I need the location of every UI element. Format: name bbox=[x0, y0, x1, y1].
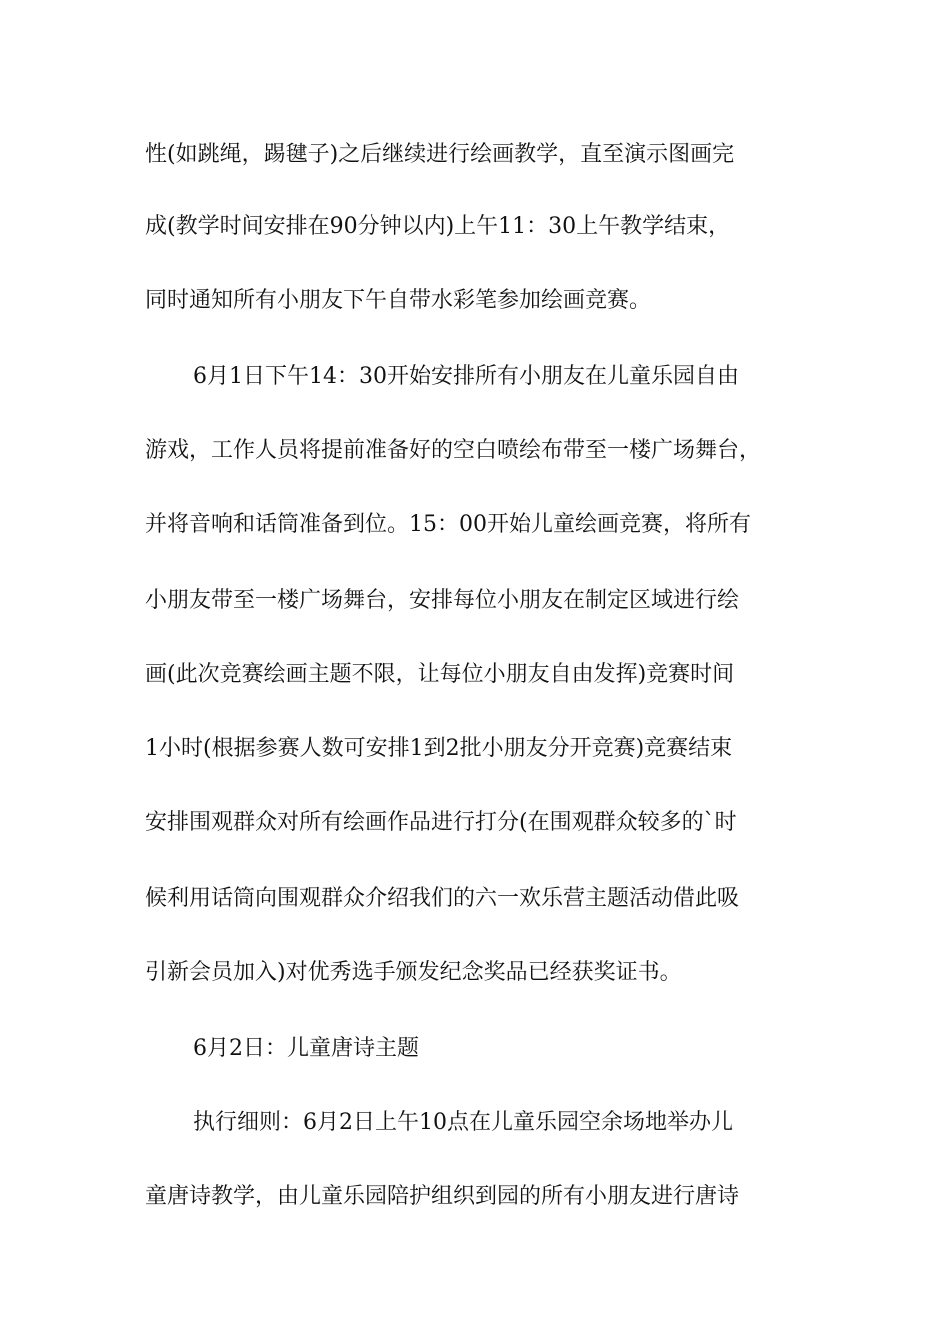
text-line-6: 并将音响和话筒准备到位。15：00开始儿童绘画竞赛，将所有 bbox=[145, 512, 751, 537]
text-line-4: 6月1日下午14：30开始安排所有小朋友在儿童乐园自由 bbox=[193, 364, 739, 389]
section-heading: 6月2日：儿童唐诗主题 bbox=[193, 1036, 419, 1061]
text-line-14: 执行细则：6月2日上午10点在儿童乐园空余场地举办儿 bbox=[193, 1110, 733, 1135]
text-line-7: 小朋友带至一楼广场舞台，安排每位小朋友在制定区域进行绘 bbox=[145, 588, 740, 613]
text-line-11: 候利用话筒向围观群众介绍我们的六一欢乐营主题活动借此吸 bbox=[145, 886, 740, 911]
text-line-8: 画(此次竞赛绘画主题不限，让每位小朋友自由发挥)竞赛时间 bbox=[145, 662, 735, 687]
text-line-15: 童唐诗教学，由儿童乐园陪护组织到园的所有小朋友进行唐诗 bbox=[145, 1184, 740, 1209]
text-line-10: 安排围观群众对所有绘画作品进行打分(在围观群众较多的`时 bbox=[145, 810, 737, 835]
text-line-12: 引新会员加入)对优秀选手颁发纪念奖品已经获奖证书。 bbox=[145, 960, 682, 985]
text-line-9: 1小时(根据参赛人数可安排1到2批小朋友分开竞赛)竞赛结束 bbox=[145, 736, 733, 761]
text-line-3: 同时通知所有小朋友下午自带水彩笔参加绘画竞赛。 bbox=[145, 288, 652, 313]
text-line-5: 游戏，工作人员将提前准备好的空白喷绘布带至一楼广场舞台， bbox=[145, 438, 762, 463]
text-line-1: 性(如跳绳，踢毽子)之后继续进行绘画教学，直至演示图画完 bbox=[145, 142, 735, 167]
text-line-2: 成(教学时间安排在90分钟以内)上午11：30上午教学结束， bbox=[145, 214, 731, 239]
